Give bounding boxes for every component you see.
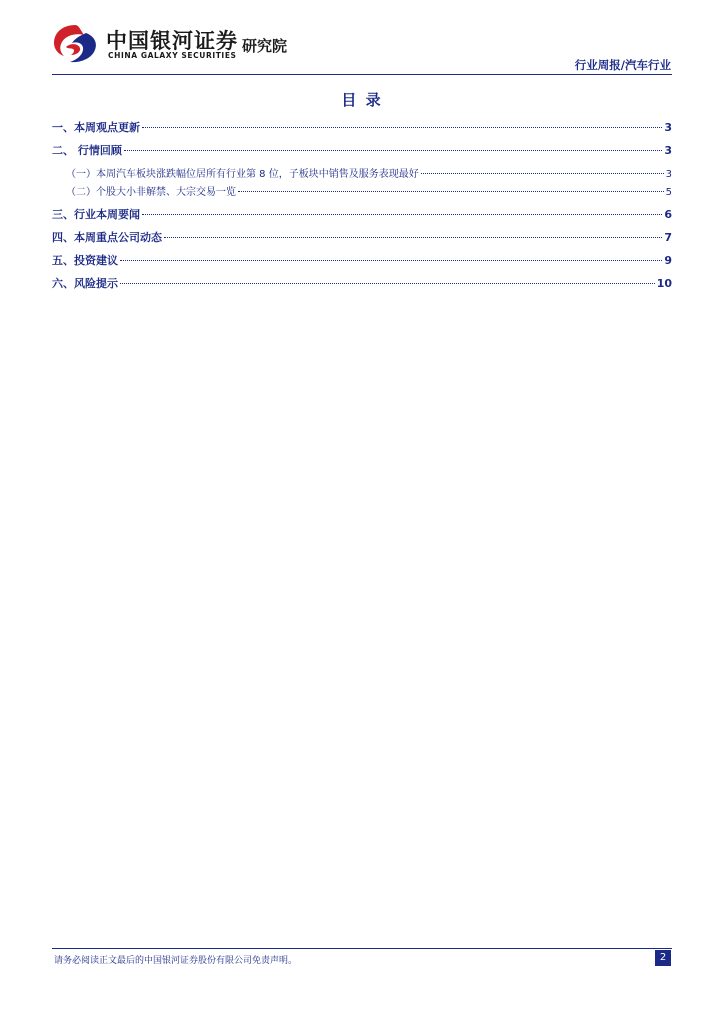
toc-entry-page: 7 (664, 231, 672, 244)
toc-entry[interactable] (52, 275, 672, 298)
toc-dot-leader (120, 283, 655, 284)
toc-entry[interactable] (52, 119, 672, 142)
logo-chinese-name: 中国银河证券 (106, 29, 238, 53)
toc-dot-leader (238, 191, 664, 192)
logo-english-name: CHINA GALAXY SECURITIES (108, 51, 237, 60)
toc-entry-label: 六、风险提示 (52, 277, 118, 290)
toc-dot-leader (120, 260, 662, 261)
toc-entry-page: 3 (665, 169, 672, 180)
toc-entry[interactable] (52, 252, 672, 275)
toc-entry-page: 9 (664, 254, 672, 267)
footer-divider (52, 948, 672, 949)
header-divider (52, 74, 672, 75)
toc-entry-page: 5 (665, 187, 672, 198)
logo-subtitle: 研究院 (242, 37, 288, 55)
toc-entry[interactable] (52, 142, 672, 165)
toc-subentry[interactable] (52, 183, 672, 201)
report-category: 行业周报/汽车行业 (574, 58, 671, 72)
footer-disclaimer: 请务必阅读正文最后的中国银河证券股份有限公司免责声明。 (54, 956, 298, 966)
page-number: 2 (655, 950, 671, 966)
toc-entry-label: 一、本周观点更新 (52, 121, 140, 134)
toc-dot-leader (142, 214, 662, 215)
table-of-contents (52, 119, 672, 298)
toc-entry-label: 三、行业本周要闻 (52, 208, 140, 221)
toc-entry-label: 四、本周重点公司动态 (52, 231, 162, 244)
toc-entry-label: 二、 行情回顾 (52, 144, 122, 157)
toc-entry-label: （二）个股大小非解禁、大宗交易一览 (66, 187, 236, 198)
toc-dot-leader (421, 173, 664, 174)
toc-title: 目 录 (341, 91, 383, 109)
toc-dot-leader (142, 127, 662, 128)
toc-dot-leader (164, 237, 662, 238)
toc-entry[interactable] (52, 229, 672, 252)
toc-entry-label: （一）本周汽车板块涨跌幅位居所有行业第 8 位，子板块中销售及服务表现最好 (66, 169, 419, 180)
company-logo (52, 23, 302, 65)
galaxy-logo-icon (52, 23, 100, 65)
toc-entry-page: 10 (656, 277, 672, 290)
toc-entry-page: 3 (664, 121, 672, 134)
toc-entry-label: 五、投资建议 (52, 254, 118, 267)
toc-entry-page: 6 (664, 208, 672, 221)
toc-entry-page: 3 (664, 144, 672, 157)
toc-dot-leader (124, 150, 663, 151)
toc-entry[interactable] (52, 206, 672, 229)
toc-subentry[interactable] (52, 165, 672, 183)
